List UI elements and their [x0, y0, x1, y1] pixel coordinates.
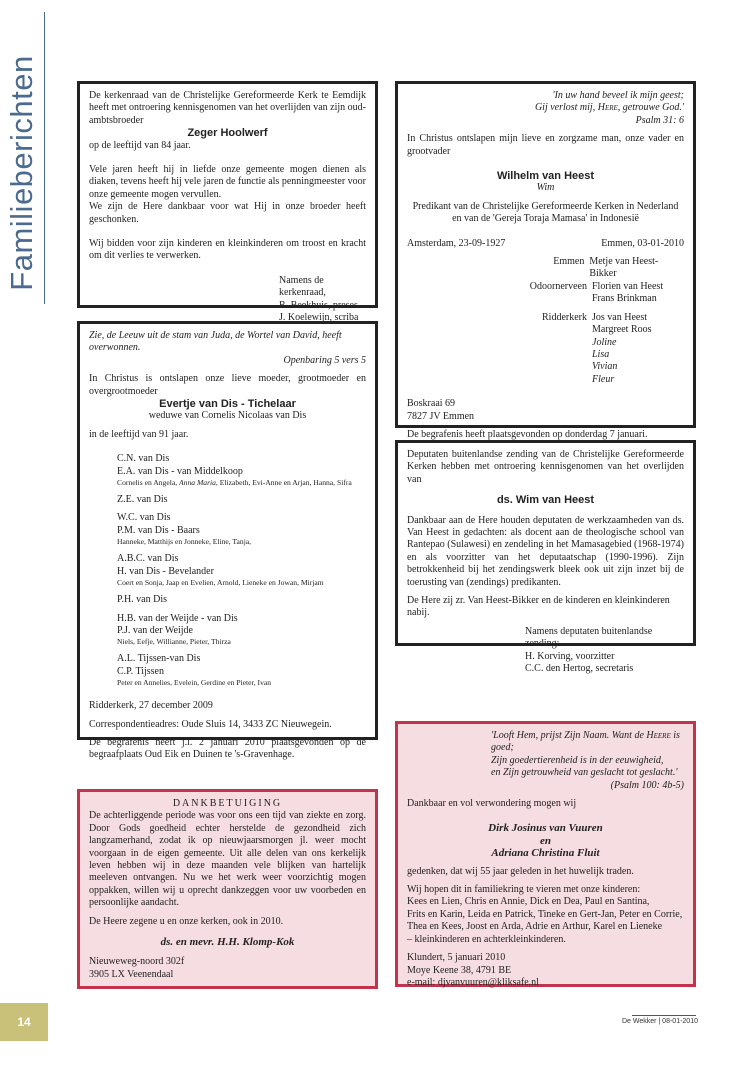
spouse-name: Adriana Christina Fluit: [491, 847, 600, 860]
bible-quote: 'In uw hand beveel ik mijn geest;: [552, 90, 684, 101]
page-number: 14: [0, 1003, 48, 1041]
spouse-name: Dirk Josinus van Vuuren: [488, 822, 603, 835]
and-text: en: [540, 834, 551, 847]
deceased-name: ds. Wim van Heest: [496, 494, 595, 507]
address-line: Boskraai 69: [407, 398, 456, 410]
burial-text: De begrafenis heeft j.l. 2 januari 2010 plaatsgevonden op de begraafplaats Oud Eik en Duinen te 's-Gravenhage.: [89, 736, 366, 761]
dank-address: Nieuweweg-noord 302f: [89, 956, 185, 968]
family-group: [117, 453, 366, 488]
dank-body: De achterliggende periode was voor ons een tijd van ziekte en zorg. Door Gods goedheid echter herstelde de gezondheid zich langzamerhand, zodat ik op nieuwjaarsmorgen jl. weer mocht voorgaan in de eigen gemeente. Uit alle delen van ons kerkelijk leven hebben wij in deze maanden vele blijken van hartelijk meeleven ontvangen. Nu we het werk weer voorzichtig mogen oppakken, willen wij u oprecht dankzeggen voor uw voorbeden en persoonlijke aandacht.: [89, 810, 366, 909]
notice-deputaten: [395, 440, 696, 675]
notice-hoolwerf: [77, 81, 378, 324]
age-text: op de leeftijd van 84 jaar.: [89, 139, 191, 151]
family-member: Margreet Roos: [592, 324, 652, 336]
deceased-name: Zeger Hoolwerf: [187, 127, 268, 140]
footer-divider: [632, 1015, 696, 1016]
family-row: [407, 281, 684, 306]
title-line: en van de 'Gereja Toraja Mamasa' in Indonesië: [452, 213, 639, 225]
family-row: [407, 312, 684, 386]
celebrate-text: gedenken, dat wij 55 jaar geleden in het huwelijk traden.: [407, 865, 634, 877]
bible-ref: Openbaring 5 vers 5: [283, 354, 366, 366]
grandchildren: Hanneke, Matthijs en Jonneke, Eline, Tanja,: [117, 537, 252, 547]
birth: Amsterdam, 23-09-1927: [407, 237, 506, 249]
dank-blessing: De Heere zegene u en onze kerken, ook in 2010.: [89, 915, 284, 927]
family-member: Metje van Heest-Bikker: [589, 256, 659, 280]
family-group: [117, 613, 366, 648]
burial-text: De begrafenis heeft plaatsgevonden op donderdag 7 januari.: [407, 428, 648, 440]
widow-text: weduwe van Cornelis Nicolaas van Dis: [148, 410, 307, 422]
grandchildren: Niels, Eefje, Willianne, Pieter, Thirza: [117, 637, 231, 647]
grandchild: Lisa: [592, 348, 610, 360]
bible-ref: (Psalm 100: 4b-5): [610, 779, 684, 791]
signature: [89, 275, 366, 325]
service-text: Vele jaren heeft hij in liefde onze gemeente mogen dienen als diaken, tevens heeft hij vele jaren de functie als penningmeester voor onze gemeente mogen vervullen.: [89, 164, 366, 200]
prayer-text: Wij bidden voor zijn kinderen en kleinkinderen om troost en kracht om dit verlies te verwerken.: [89, 238, 366, 262]
family-member: C.P. Tijssen: [117, 665, 164, 677]
grandchildren: Peter en Annelies, Evelein, Gerdine en Pieter, Ivan: [117, 678, 272, 688]
family-intro: Wij hopen dit in familiekring te vieren met onze kinderen:: [407, 884, 641, 896]
family-line: Thea en Kees, Joost en Arda, Adrie en Arthur, Karel en Lieneke: [407, 921, 663, 933]
deceased-name: Evertje van Dis - Tichelaar: [159, 398, 296, 411]
thanks-text: We zijn de Here dankbaar voor wat Hij in onze broeder heeft geschonken.: [89, 201, 366, 225]
bible-ref: Psalm 31: 6: [635, 114, 684, 126]
dank-signature: ds. en mevr. H.H. Klomp-Kok: [160, 936, 295, 949]
notice-intro: De kerkenraad van de Christelijke Gereformeerde Kerk te Eemdijk heeft met ontroering kennisgenomen van het overlijden van zijn oud-ambtsbroeder: [89, 90, 366, 126]
family-line: Kees en Lien, Chris en Annie, Dick en Dea, Paul en Santina,: [407, 896, 650, 908]
family-member: W.C. van Dis: [117, 512, 171, 524]
family-row: [407, 256, 684, 281]
notice-jubileum: [395, 721, 696, 987]
place-date: Ridderkerk, 27 december 2009: [89, 700, 213, 712]
notice-tichelaar: [77, 321, 378, 761]
family-member: P.H. van Dis: [117, 594, 168, 606]
nickname: Wim: [536, 182, 555, 194]
section-divider: [44, 12, 45, 304]
death: Emmen, 03-01-2010: [601, 237, 684, 249]
deputaten-body: Dankbaar aan de Here houden deputaten de werkzaamheden van ds. Van Heest in gedachten: als docent aan de theologische school van Rantepao (Sulawesi) en zendeling in het Mamasagebied (1968-1974) en als voorzitter van het deputaatschap (1990-1996). Zijn betrokkenheid bij het zendingswerk bleek ook uit zijn inzet bij de toerusting van (zendings) predikanten.: [407, 514, 684, 588]
signature: [407, 626, 684, 676]
family-member: Frans Brinkman: [592, 293, 657, 305]
family-member: H.B. van der Weijde - van Dis: [117, 612, 238, 624]
family-line: Frits en Karin, Leida en Patrick, Tineke en Gert-Jan, Peter en Corrie,: [407, 908, 683, 920]
family-member: Z.E. van Dis: [117, 494, 168, 506]
family-group: [117, 653, 366, 688]
deceased-name: Wilhelm van Heest: [496, 170, 595, 183]
age-text: in de leeftijd van 91 jaar.: [89, 428, 189, 440]
jubileum-intro: Dankbaar en vol verwondering mogen wij: [407, 798, 577, 810]
family-member: C.N. van Dis: [117, 453, 170, 465]
bible-quote: Zie, de Leeuw uit de stam van Juda, de Wortel van David, heeft overwonnen.: [89, 330, 342, 354]
sign-line: C.C. den Hertog, secretaris: [525, 663, 634, 675]
grandchildren: Coert en Sonja, Jaap en Evelien, Arnold, Lieneke en Jowan, Mirjam: [117, 578, 324, 588]
grandchildren: Cornelis en Angela, Anna Maria, Elizabeth, Evi-Anne en Arjan, Hanna, Sifra: [117, 478, 352, 488]
bible-quote: 'Looft Hem, prijst Zijn Naam. Want de Heere is goed; Zijn goedertierenheid is in der eeuwigheid, en Zijn getrouwheid van geslacht tot geslacht.' (Psalm 100: 4b-5): [491, 730, 684, 791]
address-line: Moye Keene 38, 4791 BE: [407, 964, 512, 976]
family-member: A.L. Tijssen-van Dis: [117, 653, 201, 665]
title-line: Predikant van de Christelijke Gereformeerde Kerken in Nederland: [412, 200, 679, 212]
notice-vanheest: [395, 81, 696, 440]
life-dates: [407, 238, 684, 250]
family-group: [117, 512, 366, 547]
footer-text: De Wekker | 08-01-2010: [621, 1018, 698, 1025]
sign-line: H. Korving, voorzitter: [525, 650, 615, 662]
family-member: P.M. van Dis - Baars: [117, 524, 200, 536]
section-title: Familieberichten: [4, 54, 39, 291]
notice-intro: Deputaten buitenlandse zending van de Christelijke Gereformeerde Kerken hebben met ontroering kennisgenomen van het overlijden van: [407, 449, 684, 485]
sign-line: Namens de kerkenraad,: [279, 274, 326, 299]
sign-line: Namens deputaten buitenlandse zending:: [525, 625, 653, 650]
family-place: Ridderkerk: [542, 311, 587, 323]
notice-intro: In Christus is ontslapen onze lieve moeder, grootmoeder en overgrootmoeder: [89, 373, 366, 397]
dank-title: DANKBETUIGING: [172, 798, 283, 809]
sign-line: J. Koelewijn, scriba: [279, 312, 359, 324]
family-place: Emmen: [553, 256, 585, 268]
place-date: Klundert, 5 januari 2010: [407, 952, 506, 964]
notice-intro: In Christus ontslapen mijn lieve en zorgzame man, onze vader en grootvader: [407, 133, 684, 157]
family-member: P.J. van der Weijde: [117, 624, 193, 636]
grandchild: Joline: [592, 336, 617, 348]
family-list: [89, 453, 366, 688]
bible-quote: Gij verlost mij, Here, getrouwe God.': [534, 102, 684, 114]
grandchild: Fleur: [592, 373, 615, 385]
family-member: Florien van Heest: [592, 280, 664, 292]
family-line: – kleinkinderen en achterkleinkinderen.: [407, 933, 566, 945]
deputaten-wish: De Here zij zr. Van Heest-Bikker en de kinderen en kleinkinderen nabij.: [407, 595, 670, 619]
email-line: e-mail: djvanvuuren@kliksafe.nl: [407, 976, 539, 988]
family-member: A.B.C. van Dis: [117, 553, 179, 565]
family-place: Odoornerveen: [529, 280, 587, 292]
sign-line: R. Beekhuis, preses: [279, 299, 358, 311]
notice-dankbetuiging: [77, 789, 378, 989]
family-member: Jos van Heest: [592, 311, 647, 323]
family-member: E.A. van Dis - van Middelkoop: [117, 465, 243, 477]
family-group: [117, 553, 366, 588]
family-member: H. van Dis - Bevelander: [117, 565, 214, 577]
correspondence-address: Correspondentieadres: Oude Sluis 14, 3433 ZC Nieuwegein.: [89, 718, 332, 730]
dank-address: 3905 LX Veenendaal: [89, 968, 174, 980]
grandchild: Vivian: [592, 361, 618, 373]
address-line: 7827 JV Emmen: [407, 410, 475, 422]
